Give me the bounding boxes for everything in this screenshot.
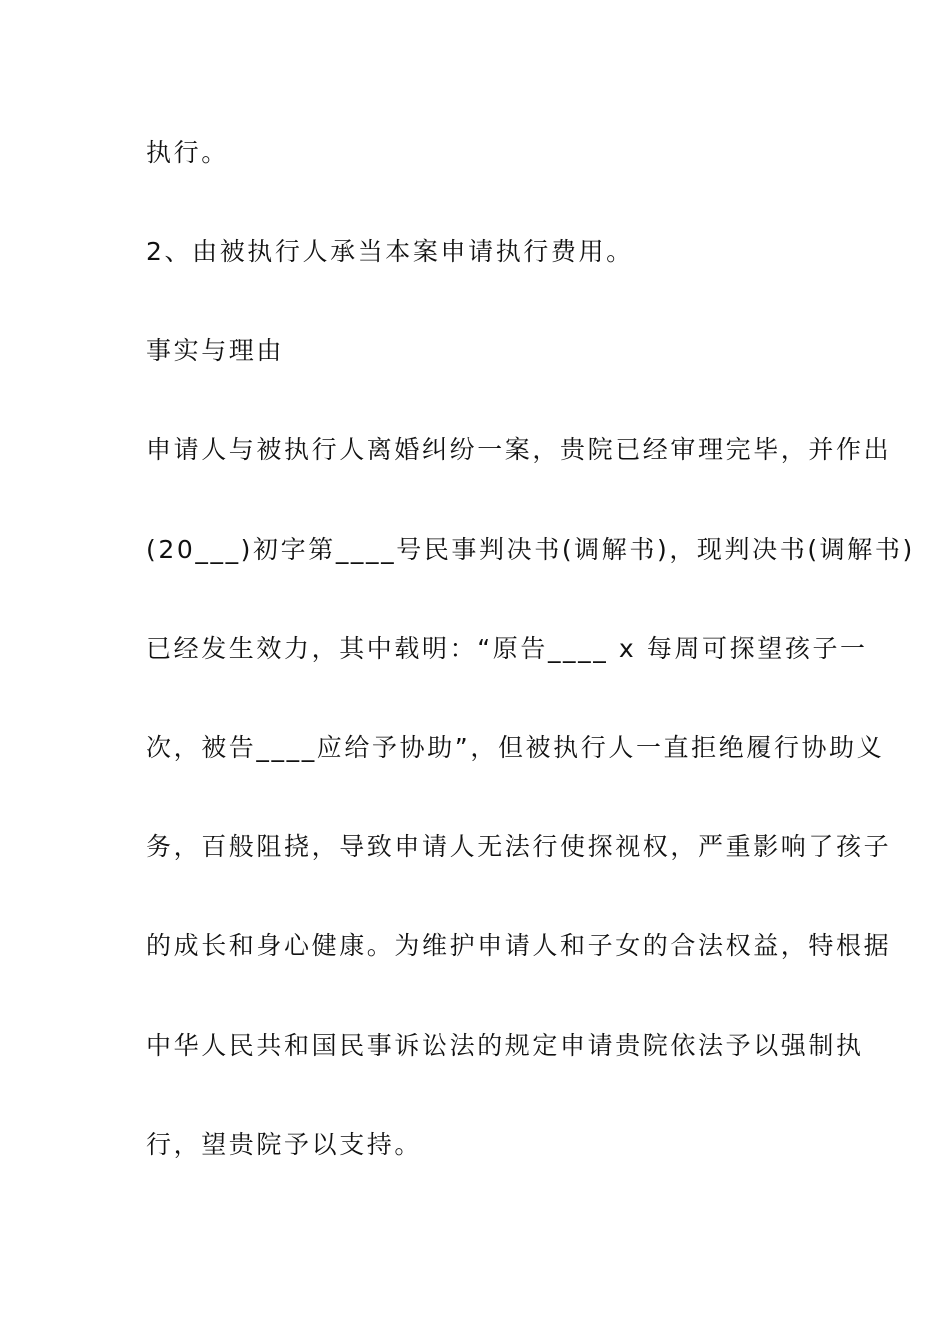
text-line: 行，望贵院予以支持。: [146, 1130, 423, 1159]
text-line: 申请人与被执行人离婚纠纷一案，贵院已经审理完毕，并作出: [146, 435, 892, 464]
text-line: 次，被告____应给予协助”，但被执行人一直拒绝履行协助义: [146, 733, 885, 762]
text-line: 执行。: [146, 138, 229, 167]
text-line: 已经发生效力，其中载明：“原告____ x 每周可探望孩子一: [146, 634, 868, 663]
section-heading: 事实与理由: [146, 336, 285, 365]
text-line: 2、由被执行人承当本案申请执行费用。: [146, 237, 634, 266]
text-line: 的成长和身心健康。为维护申请人和子女的合法权益，特根据: [146, 931, 892, 960]
text-line: 中华人民共和国民事诉讼法的规定申请贵院依法予以强制执: [146, 1031, 864, 1060]
text-line: 务，百般阻挠，导致申请人无法行使探视权，严重影响了孩子: [146, 832, 892, 861]
text-line: (20___)初字第____号民事判决书(调解书)，现判决书(调解书): [146, 535, 915, 564]
